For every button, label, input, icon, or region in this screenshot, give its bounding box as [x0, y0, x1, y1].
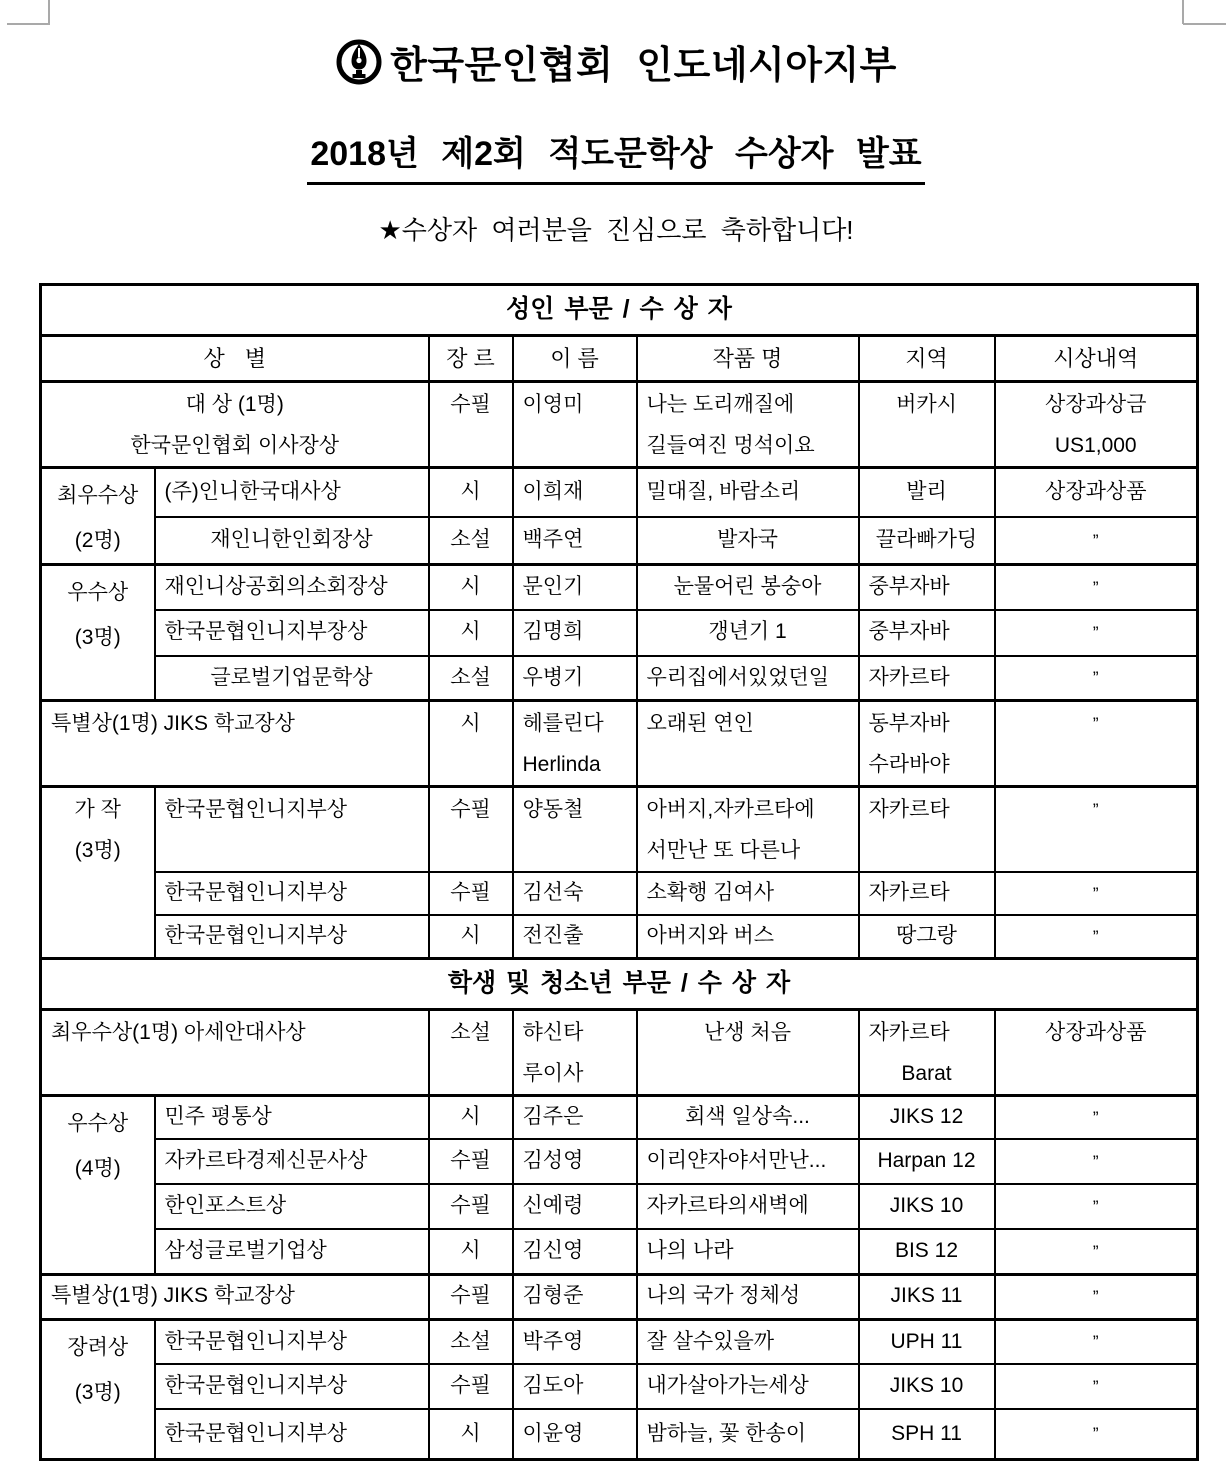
- cell-region: [859, 1009, 995, 1095]
- page-margin-corner-mark-left: [48, 0, 50, 24]
- work-line1: 나는 도리깨질에: [646, 393, 795, 416]
- col-header-award: 상 별: [41, 336, 429, 382]
- cell-region: 자카르타: [859, 872, 995, 915]
- cell-winner-name: 우병기: [513, 656, 637, 701]
- prize-line2: US1,000: [1054, 434, 1137, 457]
- table-row: [41, 872, 1198, 915]
- table-row: [41, 787, 1198, 873]
- cell-work-title: 자카르타의새벽에: [637, 1184, 859, 1229]
- cell-work-title: 우리집에서있었던일: [637, 656, 859, 701]
- cell-work-title: [637, 787, 859, 873]
- cell-winner-name: 양동철: [513, 787, 637, 873]
- name-line1: 햐신타: [522, 1020, 584, 1044]
- cell-award: 자카르타경제신문사상: [155, 1139, 429, 1184]
- cell-award-group: [41, 1095, 155, 1274]
- col-header-prize: 시상내역: [995, 336, 1198, 382]
- cell-region: 중부자바: [859, 610, 995, 656]
- congrats-text: ★수상자 여러분을 진심으로 축하합니다!: [378, 215, 854, 245]
- cell-work-title: 발자국: [637, 517, 859, 564]
- col-header-genre: 장 르: [429, 336, 513, 382]
- group-count: (2명): [74, 529, 121, 552]
- cell-work-title: 아버지와 버스: [637, 915, 859, 958]
- award-line2: 한국문인협회 이사장상: [130, 434, 340, 457]
- region-line1: 자카르타: [868, 1020, 950, 1044]
- cell-winner-name: 김명희: [513, 610, 637, 656]
- cell-prize: ”: [995, 656, 1198, 701]
- cell-genre: 수필: [429, 1184, 513, 1229]
- cell-award: 한국문협인니지부상: [155, 915, 429, 958]
- cell-genre: 소설: [429, 1319, 513, 1364]
- cell-genre: 시: [429, 915, 513, 958]
- cell-genre: 시: [429, 1095, 513, 1139]
- section-header-student: 학생 및 청소년 부문 / 수 상 자: [41, 958, 1198, 1009]
- cell-genre: 수필: [429, 1364, 513, 1409]
- cell-prize: ”: [995, 1139, 1198, 1184]
- cell-prize: ”: [995, 787, 1198, 873]
- cell-award: 재인니상공회의소회장상: [155, 565, 429, 610]
- cell-award: [41, 382, 429, 468]
- group-label: 가 작: [74, 798, 121, 821]
- cell-prize: ”: [995, 872, 1198, 915]
- cell-prize: ”: [995, 565, 1198, 610]
- cell-prize: [995, 382, 1198, 468]
- cell-award: 한국문협인니지부상: [155, 872, 429, 915]
- col-header-work: 작품 명: [637, 336, 859, 382]
- cell-winner-name: 김신영: [513, 1229, 637, 1274]
- cell-region: JIKS 10: [859, 1184, 995, 1229]
- cell-award: 한국문협인니지부상: [155, 1364, 429, 1409]
- cell-prize: ”: [995, 517, 1198, 564]
- cell-work-title: 눈물어린 봉숭아: [637, 565, 859, 610]
- table-row: [41, 1409, 1198, 1459]
- cell-work-title: 나의 나라: [637, 1229, 859, 1274]
- cell-work-title: 소확행 김여사: [637, 872, 859, 915]
- cell-winner-name: [513, 701, 637, 787]
- cell-prize: ”: [995, 1274, 1198, 1319]
- cell-genre: 수필: [429, 872, 513, 915]
- cell-genre: 시: [429, 610, 513, 656]
- cell-award: (주)인니한국대사상: [155, 468, 429, 518]
- cell-award: 한국문협인니지부상: [155, 787, 429, 873]
- cell-prize: ”: [995, 1229, 1198, 1274]
- cell-award: 한국문협인니지부상: [155, 1319, 429, 1364]
- cell-winner-name: 문인기: [513, 565, 637, 610]
- cell-winner-name: 백주연: [513, 517, 637, 564]
- cell-region: 자카르타: [859, 656, 995, 701]
- cell-region: 자카르타: [859, 787, 995, 873]
- col-header-name: 이 름: [513, 336, 637, 382]
- cell-region: 버카시: [859, 382, 995, 468]
- cell-genre: 소설: [429, 656, 513, 701]
- group-label: 우수상: [67, 1111, 129, 1135]
- section-row-student: [41, 958, 1198, 1009]
- table-row: [41, 915, 1198, 958]
- table-row: [41, 468, 1198, 518]
- cell-region: UPH 11: [859, 1319, 995, 1364]
- cell-region: 끌라빠가딩: [859, 517, 995, 564]
- cell-award: 한인포스트상: [155, 1184, 429, 1229]
- cell-genre: 수필: [429, 1274, 513, 1319]
- cell-winner-name: 전진출: [513, 915, 637, 958]
- cell-genre: 수필: [429, 787, 513, 873]
- cell-region: JIKS 11: [859, 1274, 995, 1319]
- cell-award: 민주 평통상: [155, 1095, 429, 1139]
- cell-work-title: 밀대질, 바람소리: [637, 468, 859, 518]
- cell-work-title: 오래된 연인: [637, 701, 859, 787]
- table-row: [41, 1184, 1198, 1229]
- cell-award: 특별상(1명) JIKS 학교장상: [41, 1274, 429, 1319]
- cell-award: 한국문협인니지부상: [155, 1409, 429, 1459]
- cell-work-title: 내가살아가는세상: [637, 1364, 859, 1409]
- work-line1: 아버지,자카르타에: [646, 798, 815, 821]
- table-row: [41, 1274, 1198, 1319]
- award-line1: 대 상 (1명): [185, 393, 284, 416]
- cell-genre: 소설: [429, 517, 513, 564]
- cell-prize: ”: [995, 1409, 1198, 1459]
- cell-prize: 상장과상품: [995, 1009, 1198, 1095]
- table-row: [41, 656, 1198, 701]
- cell-region: JIKS 12: [859, 1095, 995, 1139]
- cell-region: 발리: [859, 468, 995, 518]
- pen-nib-circle-logo-icon: [335, 38, 383, 86]
- cell-award-group: [41, 565, 155, 701]
- cell-work-title: [637, 382, 859, 468]
- cell-genre: 시: [429, 1229, 513, 1274]
- cell-winner-name: 김선숙: [513, 872, 637, 915]
- page-margin-corner-mark-left-h: [7, 23, 50, 25]
- cell-winner-name: 김형준: [513, 1274, 637, 1319]
- cell-winner-name: 이윤영: [513, 1409, 637, 1459]
- cell-winner-name: 신예령: [513, 1184, 637, 1229]
- group-label: 최우수상: [57, 484, 139, 507]
- cell-award: 한국문협인니지부장상: [155, 610, 429, 656]
- work-line2: 길들여진 멍석이요: [646, 434, 815, 457]
- group-count: (3명): [74, 626, 121, 649]
- cell-prize: ”: [995, 701, 1198, 787]
- cell-prize: ”: [995, 1095, 1198, 1139]
- table-row: [41, 1139, 1198, 1184]
- table-row: [41, 517, 1198, 564]
- col-header-region: 지역: [859, 336, 995, 382]
- cell-genre: 소설: [429, 1009, 513, 1095]
- org-title-line: [0, 34, 1232, 89]
- group-count: (3명): [74, 839, 121, 862]
- cell-award-group: [41, 787, 155, 959]
- cell-winner-name: [513, 1009, 637, 1095]
- doc-title: 2018년 제2회 적도문학상 수상자 발표: [307, 126, 924, 185]
- prize-line1: 상장과상금: [1045, 393, 1147, 416]
- column-header-row: [41, 336, 1198, 382]
- cell-genre: 시: [429, 1409, 513, 1459]
- table-row: [41, 1095, 1198, 1139]
- cell-region: Harpan 12: [859, 1139, 995, 1184]
- cell-region: 중부자바: [859, 565, 995, 610]
- table-row: [41, 382, 1198, 468]
- work-line2: 서만난 또 다른나: [646, 839, 801, 862]
- table-row: [41, 1229, 1198, 1274]
- cell-genre: 시: [429, 565, 513, 610]
- cell-winner-name: 이희재: [513, 468, 637, 518]
- table-row: [41, 1364, 1198, 1409]
- cell-genre: 수필: [429, 1139, 513, 1184]
- cell-award: 재인니한인회장상: [155, 517, 429, 564]
- region-line1: 동부자바: [868, 712, 950, 735]
- cell-genre: 시: [429, 468, 513, 518]
- awards-table: [39, 283, 1199, 1461]
- cell-genre: 수필: [429, 382, 513, 468]
- cell-winner-name: 김주은: [513, 1095, 637, 1139]
- section-row-adult: [41, 285, 1198, 336]
- name-line1: 헤를린다: [522, 712, 604, 735]
- table-row: [41, 1319, 1198, 1364]
- group-count: (4명): [74, 1156, 121, 1180]
- name-line2: 루이사: [522, 1061, 584, 1085]
- cell-prize: ”: [995, 1319, 1198, 1364]
- cell-work-title: 잘 살수있을까: [637, 1319, 859, 1364]
- doc-title-line: [0, 126, 1232, 185]
- group-label: 우수상: [67, 581, 129, 604]
- cell-prize: ”: [995, 915, 1198, 958]
- cell-award: 특별상(1명) JIKS 학교장상: [41, 701, 429, 787]
- cell-award: 최우수상(1명) 아세안대사상: [41, 1009, 429, 1095]
- cell-work-title: 밤하늘, 꽃 한송이: [637, 1409, 859, 1459]
- cell-award-group: [41, 1319, 155, 1459]
- cell-work-title: 난생 처음: [637, 1009, 859, 1095]
- table-row: [41, 565, 1198, 610]
- cell-prize: ”: [995, 1364, 1198, 1409]
- region-line2: 수라바야: [868, 753, 950, 776]
- org-title: 한국문인협회 인도네시아지부: [390, 45, 897, 87]
- table-row: [41, 1009, 1198, 1095]
- cell-genre: 시: [429, 701, 513, 787]
- region-line2: Barat: [901, 1061, 952, 1085]
- group-label: 장려상: [67, 1335, 129, 1359]
- cell-winner-name: 박주영: [513, 1319, 637, 1364]
- cell-region: [859, 701, 995, 787]
- page-margin-corner-mark-right-h: [1183, 23, 1226, 25]
- cell-winner-name: 이영미: [513, 382, 637, 468]
- table-row: [41, 610, 1198, 656]
- group-count: (3명): [74, 1380, 121, 1404]
- cell-award: 글로벌기업문학상: [155, 656, 429, 701]
- cell-work-title: 나의 국가 정체성: [637, 1274, 859, 1319]
- cell-award: 삼성글로벌기업상: [155, 1229, 429, 1274]
- cell-prize: ”: [995, 610, 1198, 656]
- cell-prize: 상장과상품: [995, 468, 1198, 518]
- cell-work-title: 회색 일상속...: [637, 1095, 859, 1139]
- name-line2: Herlinda: [522, 753, 601, 776]
- cell-winner-name: 김성영: [513, 1139, 637, 1184]
- cell-winner-name: 김도아: [513, 1364, 637, 1409]
- cell-award-group: [41, 468, 155, 565]
- section-header-adult: 성인 부문 / 수 상 자: [41, 285, 1198, 336]
- cell-region: SPH 11: [859, 1409, 995, 1459]
- table-row: [41, 701, 1198, 787]
- page-margin-corner-mark-right: [1182, 0, 1184, 24]
- cell-region: BIS 12: [859, 1229, 995, 1274]
- cell-work-title: 이리얀자야서만난...: [637, 1139, 859, 1184]
- cell-work-title: 갱년기 1: [637, 610, 859, 656]
- cell-prize: ”: [995, 1184, 1198, 1229]
- cell-region: 땅그랑: [859, 915, 995, 958]
- cell-region: JIKS 10: [859, 1364, 995, 1409]
